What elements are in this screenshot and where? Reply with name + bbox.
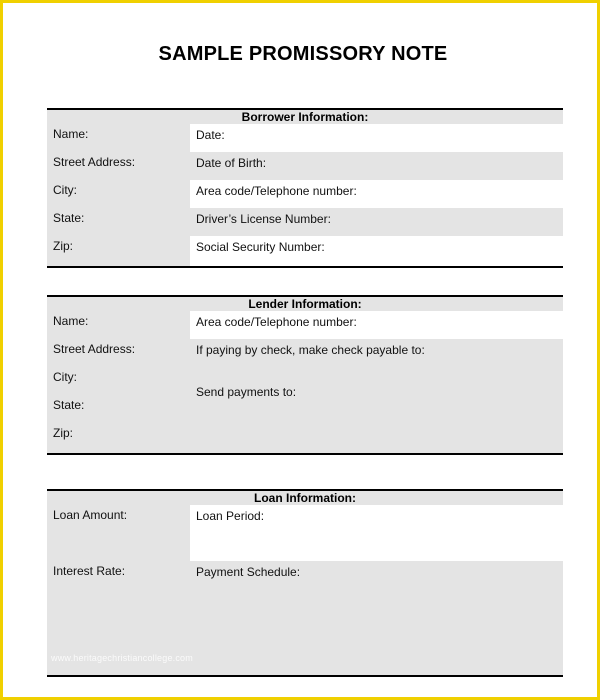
borrower-state-label: State: xyxy=(53,211,85,225)
borrower-city-label: City: xyxy=(53,183,77,197)
borrower-heading: Borrower Information: xyxy=(241,110,369,124)
lender-payable-label: If paying by check, make check payable to: xyxy=(196,343,425,357)
borrower-ssn-label: Social Security Number: xyxy=(196,240,325,254)
borrower-zip-label: Zip: xyxy=(53,239,74,253)
lender-send-payments-label: Send payments to: xyxy=(196,385,297,399)
borrower-phone-label: Area code/Telephone number: xyxy=(196,184,357,198)
loan-section xyxy=(47,489,563,677)
borrower-ssn-field[interactable] xyxy=(190,236,563,266)
borrower-dob-label: Date of Birth: xyxy=(196,156,267,170)
lender-state-label: State: xyxy=(53,398,85,412)
lender-section xyxy=(47,295,563,455)
borrower-street-label: Street Address: xyxy=(53,155,136,169)
lender-zip-label: Zip: xyxy=(53,426,74,440)
lender-street-label: Street Address: xyxy=(53,342,136,356)
lender-name-label: Name: xyxy=(53,314,89,328)
lender-heading: Lender Information: xyxy=(248,297,362,311)
borrower-phone-field[interactable] xyxy=(190,180,563,208)
lender-phone-label: Area code/Telephone number: xyxy=(196,315,357,329)
loan-period-label: Loan Period: xyxy=(196,509,265,523)
lender-send-payments-field[interactable] xyxy=(190,381,563,453)
borrower-section xyxy=(47,108,563,268)
lender-phone-field[interactable] xyxy=(190,311,563,339)
lender-payable-field[interactable] xyxy=(190,339,563,381)
borrower-license-field[interactable] xyxy=(190,208,563,236)
document-title: SAMPLE PROMISSORY NOTE xyxy=(158,43,448,65)
loan-amount-label: Loan Amount: xyxy=(53,508,128,522)
loan-heading: Loan Information: xyxy=(254,491,356,505)
borrower-dob-field[interactable] xyxy=(190,152,563,180)
borrower-license-label: Driver’s License Number: xyxy=(196,212,331,226)
interest-rate-label: Interest Rate: xyxy=(53,564,126,578)
lender-city-label: City: xyxy=(53,370,77,384)
borrower-date-label: Date: xyxy=(196,128,225,142)
loan-period-field[interactable] xyxy=(190,505,563,561)
borrower-name-label: Name: xyxy=(53,127,89,141)
borrower-date-field[interactable] xyxy=(190,124,563,152)
payment-schedule-field[interactable] xyxy=(190,561,563,675)
watermark-text: www.heritagechristiancollege.com xyxy=(51,653,193,663)
payment-schedule-label: Payment Schedule: xyxy=(196,565,301,579)
